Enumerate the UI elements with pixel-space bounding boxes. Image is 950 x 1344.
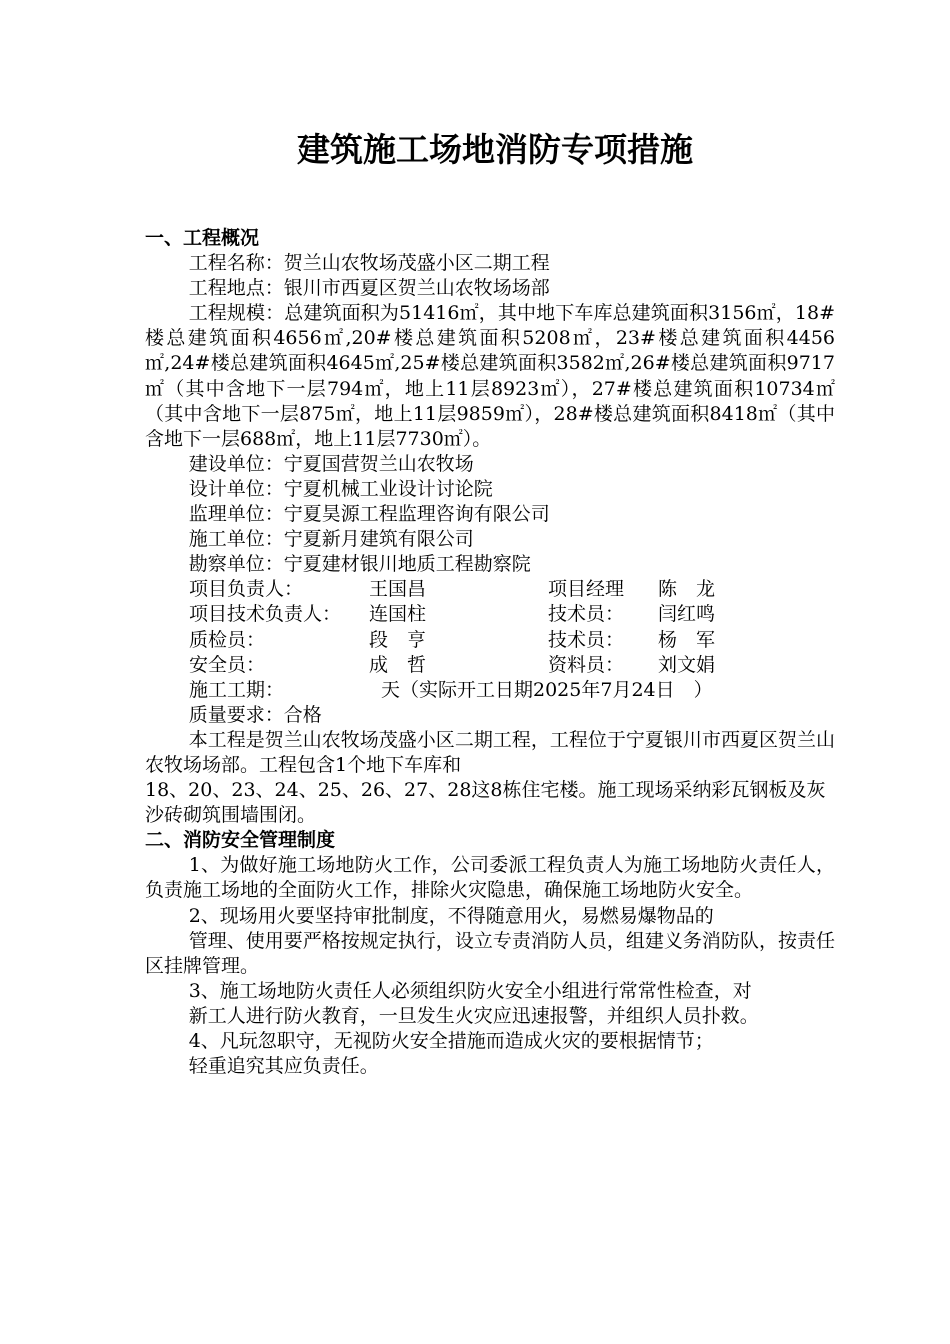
project-location: 工程地点：银川市西夏区贺兰山农牧场场部 <box>188 277 550 300</box>
staff-value: 闫红鸣 <box>658 603 716 626</box>
document-body <box>145 226 835 1079</box>
staff-label: 技术员： <box>548 628 625 651</box>
design-unit: 设计单位：宁夏机械工业设计讨论院 <box>188 477 493 500</box>
quality-requirement: 质量要求：合格 <box>188 703 322 726</box>
project-summary-continued: 18、20、23、24、25、26、27、28这8栋住宅楼。施工现场采纳彩瓦钢板及灰沙砖砌筑围墙围闭。 <box>145 779 826 827</box>
staff-row <box>145 653 835 678</box>
staff-label: 技术员： <box>548 603 625 626</box>
staff-value: 杨 军 <box>658 628 716 651</box>
staff-label: 资料员： <box>548 653 625 676</box>
document-title: 建筑施工场地消防专项措施 <box>297 130 693 169</box>
staff-value: 连国柱 <box>369 603 427 626</box>
staff-row <box>145 577 835 602</box>
section2-heading: 二、消防安全管理制度 <box>145 829 336 852</box>
staff-label: 项目经理 <box>548 578 625 601</box>
staff-label: 质检员： <box>189 628 266 651</box>
staff-value: 成 哲 <box>369 653 427 676</box>
period-label: 施工工期： <box>189 678 285 701</box>
project-name: 工程名称：贺兰山农牧场茂盛小区二期工程 <box>188 252 550 275</box>
rule-item-1: 1、为做好施工场地防火工作，公司委派工程负责人为施工场地防火责任人，负责施工场地的全面防火工作，排除火灾隐患，确保施工场地防火安全。 <box>145 854 835 902</box>
staff-label: 安全员： <box>189 653 266 676</box>
section1-heading: 一、工程概况 <box>145 227 260 249</box>
rule-item-2: 2、现场用火要坚持审批制度，不得随意用火，易燃易爆物品的 <box>188 904 714 927</box>
staff-value: 刘文娟 <box>658 653 716 676</box>
construction-period-row <box>145 678 835 703</box>
survey-unit: 勘察单位：宁夏建材银川地质工程勘察院 <box>188 553 531 576</box>
owner-unit: 建设单位：宁夏国营贺兰山农牧场 <box>188 452 474 475</box>
rule-item-2-continued: 管理、使用要严格按规定执行，设立专责消防人员，组建义务消防队，按责任区挂牌管理。 <box>145 929 835 977</box>
project-summary: 本工程是贺兰山农牧场茂盛小区二期工程，工程位于宁夏银川市西夏区贺兰山农牧场场部。工程包含1个地下车库和 <box>145 728 835 776</box>
staff-label: 项目负责人： <box>189 578 304 601</box>
staff-value: 段 亨 <box>369 628 427 651</box>
construction-unit: 施工单位：宁夏新月建筑有限公司 <box>188 528 474 551</box>
rule-item-3: 3、施工场地防火责任人必须组织防火安全小组进行常常性检查，对 <box>188 979 752 1002</box>
staff-label: 项目技术负责人： <box>189 603 342 626</box>
staff-value: 王国昌 <box>369 578 427 601</box>
staff-row <box>145 628 835 653</box>
staff-row <box>145 602 835 627</box>
supervision-unit: 监理单位：宁夏昊源工程监理咨询有限公司 <box>188 503 550 526</box>
rule-item-3-continued: 新工人进行防火教育，一旦发生火灾应迅速报警，并组织人员扑救。 <box>188 1004 759 1027</box>
rule-item-4: 4、凡玩忽职守，无视防火安全措施而造成火灾的要根据情节； <box>188 1030 714 1052</box>
project-scale: 工程规模：总建筑面积为51416㎡，其中地下车库总建筑面积3156㎡，18#楼总建筑面积4656㎡,20#楼总建筑面积5208㎡，23#楼总建筑面积4456㎡,24#楼总建筑面积4645㎡,25#楼总建筑面积3582㎡,26#楼总建筑面积9717㎡（其中含地下一层794㎡，地上11层8923㎡），27#楼总建筑面积10734㎡（其中含地下一层875㎡，地上11层9859㎡），28#楼总建筑面积8418㎡（其中含地下一层688㎡，地上11层7730㎡）。 <box>145 302 835 450</box>
period-value: 天（实际开工日期2025年7月24日 ） <box>381 678 713 701</box>
staff-value: 陈 龙 <box>658 578 716 601</box>
rule-item-4-continued: 轻重追究其应负责任。 <box>188 1055 379 1078</box>
